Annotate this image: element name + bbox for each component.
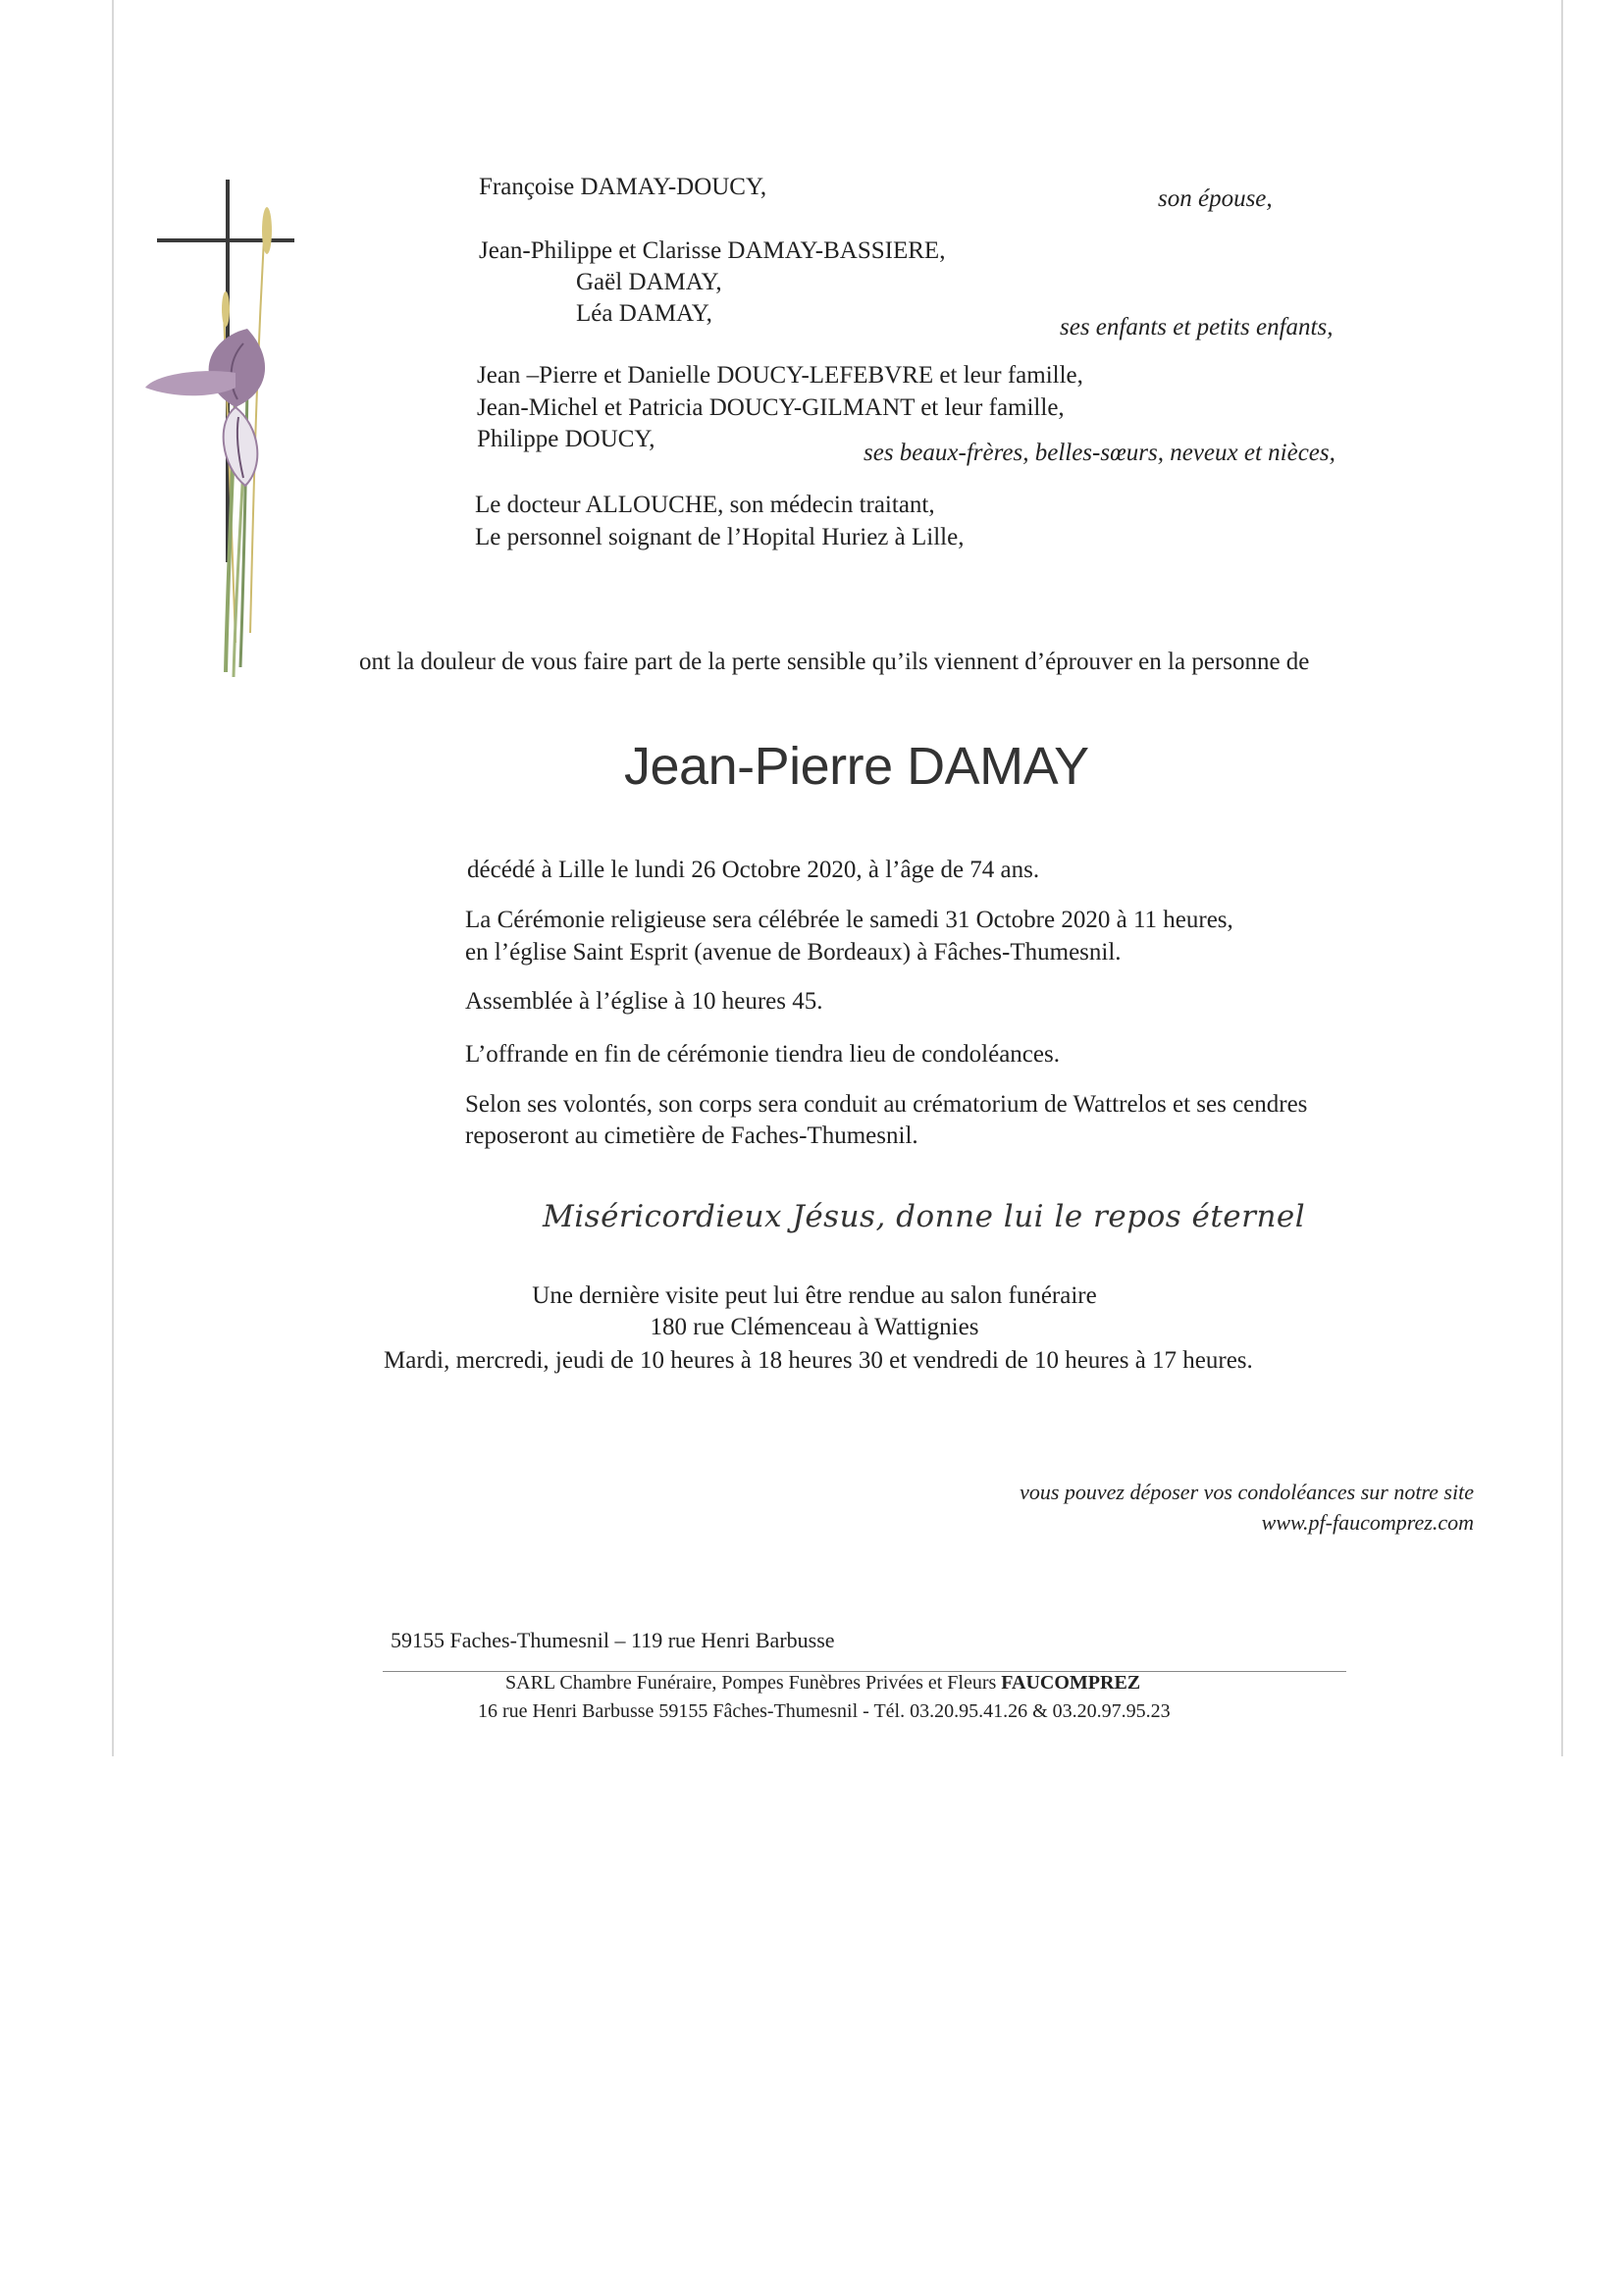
deceased-name: Jean-Pierre DAMAY bbox=[624, 737, 1089, 796]
visit-line-1: Une dernière visite peut lui être rendue au salon funéraire bbox=[532, 1282, 1097, 1309]
address-line: 59155 Faches-Thumesnil – 119 rue Henri Barbusse bbox=[391, 1628, 835, 1652]
children-line-3: Léa DAMAY, bbox=[576, 300, 712, 327]
inlaws-role: ses beaux-frères, belles-sœurs, neveux et nièces, bbox=[864, 440, 1335, 466]
children-line-1: Jean-Philippe et Clarisse DAMAY-BASSIERE, bbox=[479, 237, 946, 264]
inlaws-line-1: Jean –Pierre et Danielle DOUCY-LEFEBVRE et leur famille, bbox=[477, 362, 1083, 389]
ceremony-line-2: en l’église Saint Esprit (avenue de Bordeaux) à Fâches-Thumesnil. bbox=[465, 939, 1122, 965]
page-left-edge bbox=[112, 0, 114, 1756]
prayer: Miséricordieux Jésus, donne lui le repos éternel bbox=[543, 1199, 1306, 1234]
offering-note: L’offrande en fin de cérémonie tiendra lieu de condoléances. bbox=[465, 1041, 1060, 1068]
page-right-edge bbox=[1561, 0, 1563, 1756]
spouse-name: Françoise DAMAY-DOUCY, bbox=[479, 174, 767, 200]
children-role: ses enfants et petits enfants, bbox=[1060, 314, 1334, 340]
footer-company-name: FAUCOMPREZ bbox=[1001, 1672, 1141, 1694]
wishes-line-1: Selon ses volontés, son corps sera conduit au crématorium de Wattrelos et ses cendres bbox=[465, 1091, 1308, 1118]
inlaws-line-2: Jean-Michel et Patricia DOUCY-GILMANT et leur famille, bbox=[477, 394, 1065, 421]
cross-with-calla-lily-icon bbox=[137, 172, 334, 682]
visit-hours: Mardi, mercredi, jeudi de 10 heures à 18 heures 30 et vendredi de 10 heures à 17 heures. bbox=[384, 1347, 1253, 1374]
staff-line: Le personnel soignant de l’Hopital Huriez à Lille, bbox=[475, 524, 965, 550]
footer-company bbox=[505, 1672, 1140, 1695]
condolences-website[interactable]: www.pf-faucomprez.com bbox=[1261, 1510, 1474, 1535]
visit-line-2: 180 rue Clémenceau à Wattignies bbox=[650, 1314, 979, 1340]
wishes-line-2: reposeront au cimetière de Faches-Thumesnil. bbox=[465, 1122, 918, 1149]
spouse-role: son épouse, bbox=[1158, 185, 1273, 212]
children-line-2: Gaël DAMAY, bbox=[576, 269, 722, 295]
doctor-line: Le docteur ALLOUCHE, son médecin traitant, bbox=[475, 492, 935, 518]
announcement: ont la douleur de vous faire part de la perte sensible qu’ils viennent d’éprouver en la personne de bbox=[359, 649, 1310, 675]
ceremony-line-1: La Cérémonie religieuse sera célébrée le samedi 31 Octobre 2020 à 11 heures, bbox=[465, 907, 1233, 933]
assembly-time: Assemblée à l’église à 10 heures 45. bbox=[465, 988, 823, 1015]
footer-contact: 16 rue Henri Barbusse 59155 Fâches-Thumesnil - Tél. 03.20.95.41.26 & 03.20.97.95.23 bbox=[478, 1700, 1171, 1722]
death-notice: décédé à Lille le lundi 26 Octobre 2020, à l’âge de 74 ans. bbox=[467, 857, 1040, 883]
footer-company-prefix: SARL Chambre Funéraire, Pompes Funèbres Privées et Fleurs bbox=[505, 1672, 997, 1694]
condolences-note: vous pouvez déposer vos condoléances sur notre site bbox=[1020, 1480, 1474, 1504]
inlaws-line-3: Philippe DOUCY, bbox=[477, 426, 655, 452]
